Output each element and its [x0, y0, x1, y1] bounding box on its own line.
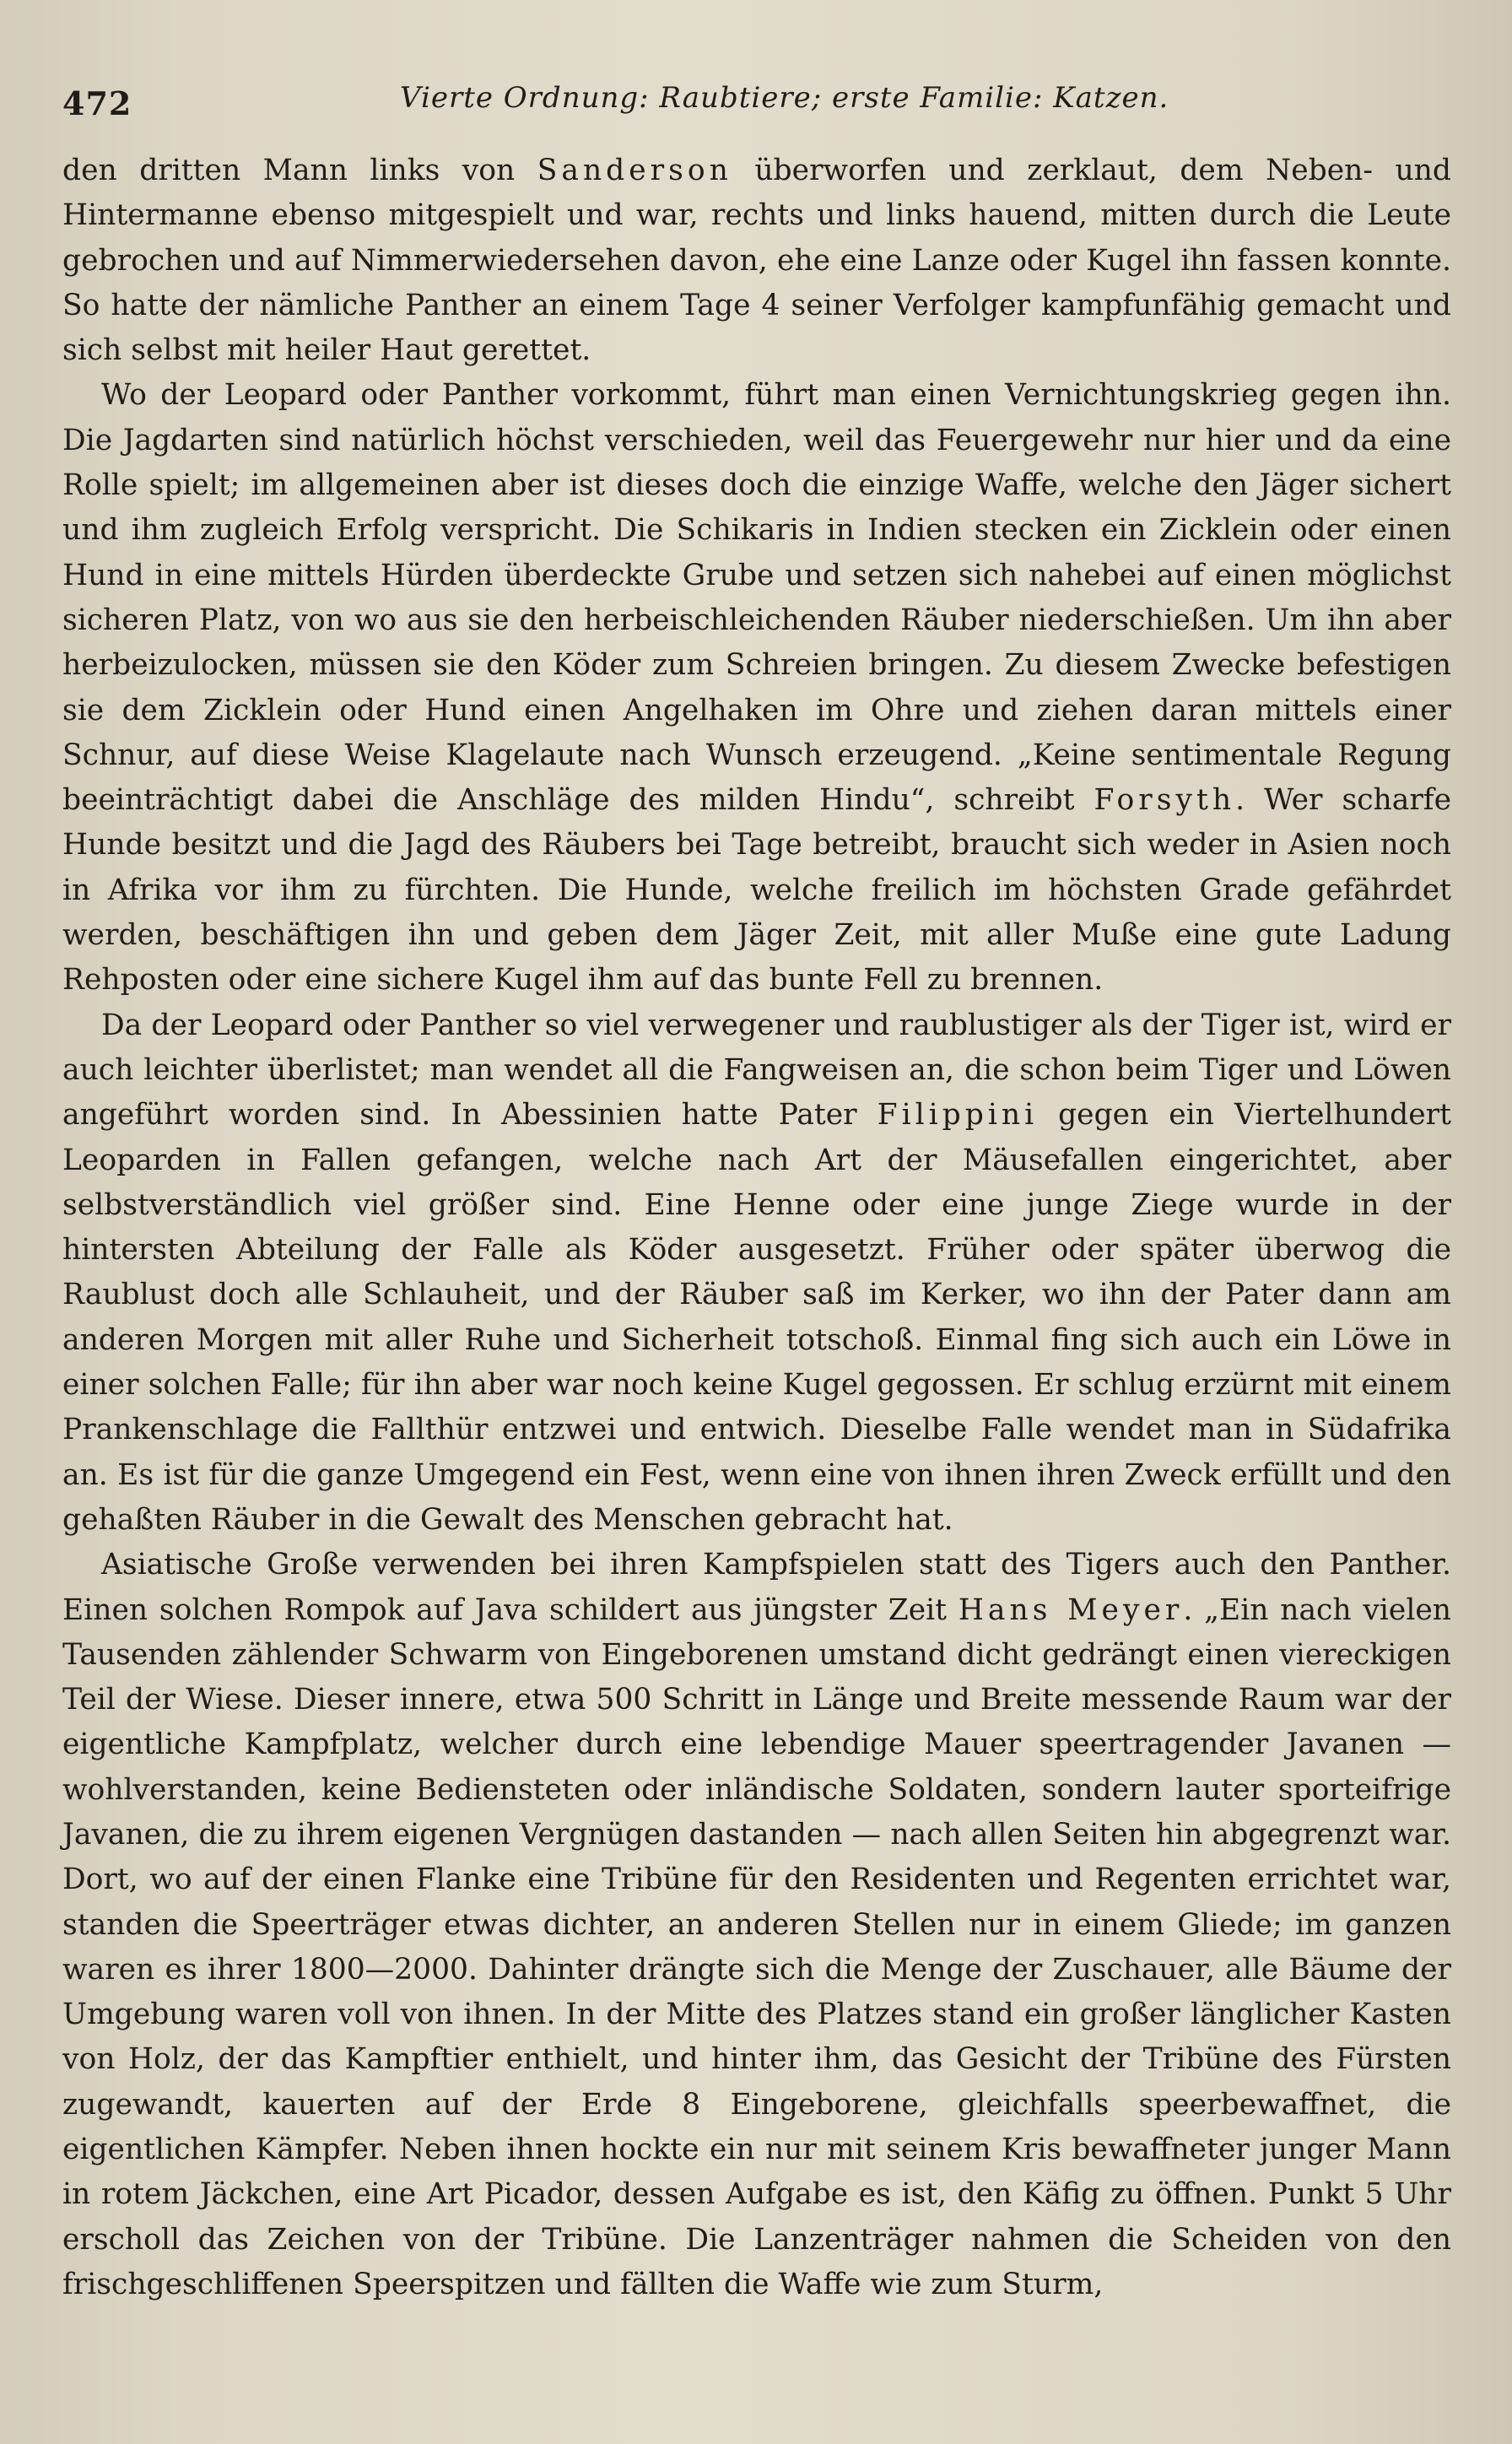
page-number: 472 [62, 84, 132, 122]
running-title: Vierte Ordnung: Raubtiere; erste Familie: Katzen. [400, 81, 1169, 115]
text-segment: gegen ein Viertelhundert Leoparden in Fallen gefangen, welche nach Art der Mäusefallen eingerichtet, aber selbstverständlich viel größer sind. Eine Henne oder eine junge Ziege wurde in der hintersten Abteilung der Falle als Köder ausgesetzt. Früher oder später überwog die Raublust doch alle Schlauheit, und der Räuber saß im Kerker, wo ihn der Pater dann am anderen Morgen mit aller Ruhe und Sicherheit totschoß. Einmal fing sich auch ein Löwe in einer solchen Falle; für ihn aber war noch keine Kugel gegossen. Er schlug erzürnt mit einem Prankenschlage die Fallthür entzwei und entwich. Dieselbe Falle wendet man in Südafrika an. Es ist für die ganze Umgegend ein Fest, wenn eine von ihnen ihren Zweck erfüllt und den gehaßten Räuber in die Gewalt des Menschen gebracht hat. [62, 1098, 1451, 1537]
text-segment: Asiatische Große verwenden bei ihren Kampfspielen statt des Tigers auch den Panther. Einen solchen Rompok auf Java schildert aus jüngster Zeit [62, 1548, 1451, 1627]
paragraph-3 [62, 1003, 1451, 1544]
text-segment: Da der Leopard oder Panther so viel verwegener und raublustiger als der Tiger ist, wird er auch leichter überlistet; man wendet all die Fangweisen an, die schon beim Tiger und Löwen angeführt worden sind. In Abessinien hatte Pater [62, 1008, 1451, 1133]
text-segment: den dritten Mann links von [62, 154, 537, 187]
text-segment: Wo der Leopard oder Panther vorkommt, führt man einen Vernichtungskrieg gegen ihn. Die Jagdarten sind natürlich höchst verschieden, weil das Feuergewehr nur hier und da eine Rolle spielt; im allgemeinen aber ist dieses doch die einzige Waffe, welche den Jäger sichert und ihm zugleich Erfolg verspricht. Die Schikaris in Indien stecken ein Zicklein oder einen Hund in eine mittels Hürden überdeckte Grube und setzen sich nahebei auf einen möglichst sicheren Platz, von wo aus sie den herbeischleichenden Räuber niederschießen. Um ihn aber herbeizulocken, müssen sie den Köder zum Schreien bringen. Zu diesem Zwecke befestigen sie dem Zicklein oder Hund einen Angelhaken im Ohre und ziehen daran mittels einer Schnur, auf diese Weise Klagelaute nach Wunsch erzeugend. „Keine sentimentale Regung beeinträchtigt dabei die Anschläge des milden Hindu“, schreibt [62, 378, 1451, 818]
author-name-spaced: Forsyth [1094, 783, 1236, 818]
text-segment: . „Ein nach vielen Tausenden zählender Schwarm von Eingeborenen umstand dicht gedrängt einen viereckigen Teil der Wiese. Dieser innere, etwa 500 Schritt in Länge und Breite messende Raum war der eigentliche Kampfplatz, welcher durch eine lebendige Mauer speertragender Javanen — wohlverstanden, keine Bediensteten oder inländische Soldaten, sondern lauter sporteifrige Javanen, die zu ihrem eigenen Vergnügen dastanden — nach allen Seiten hin abgegrenzt war. Dort, wo auf der einen Flanke eine Tribüne für den Residenten und Regenten errichtet war, standen die Speerträger etwas dichter, an anderen Stellen nur in einem Gliede; im ganzen waren es ihrer 1800—2000. Dahinter drängte sich die Menge der Zuschauer, alle Bäume der Umgebung waren voll von ihnen. In der Mitte des Platzes stand ein großer länglicher Kasten von Holz, der das Kampftier enthielt, und hinter ihm, das Gesicht der Tribüne des Fürsten zugewandt, kauerten auf der Erde 8 Eingeborene, gleichfalls speerbewaffnet, die eigentlichen Kämpfer. Neben ihnen hockte ein nur mit seinem Kris bewaffneter junger Mann in rotem Jäckchen, eine Art Picador, dessen Aufgabe es ist, den Käfig zu öffnen. Punkt 5 Uhr erscholl das Zeichen von der Tribüne. Die Lanzenträger nahmen die Scheiden von den frischgeschliffenen Speerspitzen und fällten die Waffe wie zum Sturm, [62, 1592, 1451, 2301]
paragraph-2 [62, 373, 1451, 1003]
paragraph-4 [62, 1543, 1451, 2307]
text-segment: überworfen und zerklaut, dem Neben- und Hintermanne ebenso mitgespielt und war, rechts und links hauend, mitten durch die Leute gebrochen und auf Nimmerwiedersehen davon, ehe eine Lanze oder Kugel ihn fassen konnte. So hatte der nämliche Panther an einem Tage 4 seiner Verfolger kampfunfähig gemacht und sich selbst mit heiler Haut gerettet. [62, 154, 1451, 368]
body-text [62, 149, 1451, 2307]
paragraph-1 [62, 149, 1451, 373]
author-name-spaced: Sanderson [537, 154, 732, 187]
author-name-spaced: Filippini [877, 1098, 1039, 1133]
author-name-spaced: Hans Meyer [958, 1592, 1184, 1627]
text-segment: . Wer scharfe Hunde besitzt und die Jagd des Räubers bei Tage betreibt, braucht sich weder in Asien noch in Afrika vor ihm zu fürchten. Die Hunde, welche freilich im höchsten Grade gefährdet werden, beschäftigen ihn und geben dem Jäger Zeit, mit aller Muße eine gute Ladung Rehposten oder eine sichere Kugel ihm auf das bunte Fell zu brennen. [62, 783, 1451, 998]
page-header [62, 79, 1455, 130]
